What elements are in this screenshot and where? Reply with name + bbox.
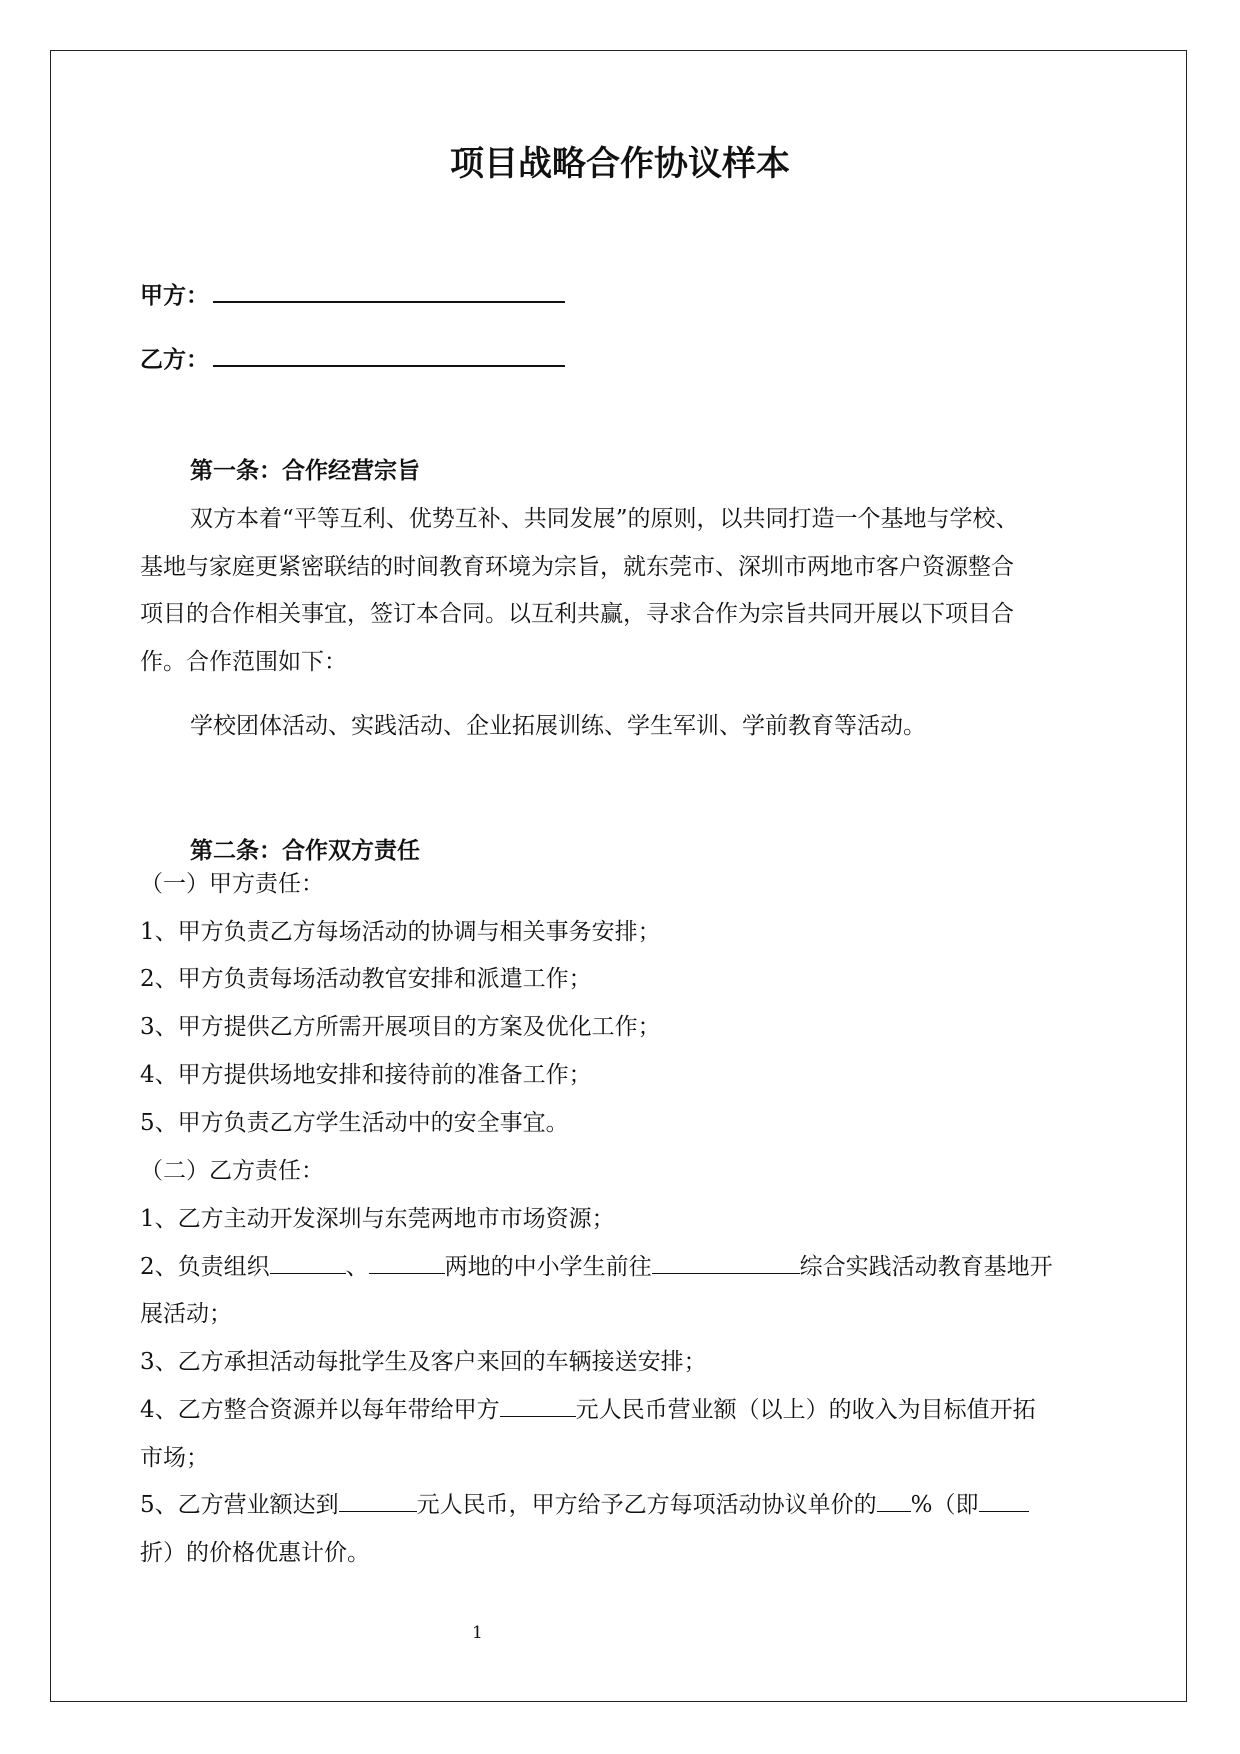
party-b-duty-5: [140, 1494, 1029, 1517]
party-a-duty-2: 2、甲方负责每场活动教官安排和派遣工作；: [140, 966, 592, 992]
party-b-blank[interactable]: [213, 364, 565, 367]
party-a-duty-1: 1、甲方负责乙方每场活动的协调与相关事务安排；: [140, 919, 661, 945]
party-a-duty-4: 4、甲方提供场地安排和接待前的准备工作；: [140, 1062, 592, 1088]
party-b-duty-2: [140, 1256, 1053, 1279]
party-a-duty-5: 5、甲方负责乙方学生活动中的安全事宜。: [140, 1110, 569, 1136]
party-a-duties-heading: （一）甲方责任：: [140, 871, 324, 897]
org-blank-1[interactable]: [270, 1272, 346, 1274]
duty-4-text-1: 4、乙方整合资源并以每年带给甲方: [140, 1397, 500, 1423]
article1-line-3: 项目的合作相关事宜，签订本合同。以互利共赢，寻求合作为宗旨共同开展以下项目合: [140, 601, 1014, 627]
org-blank-2[interactable]: [369, 1272, 445, 1274]
duty-2-text-2: 两地的中小学生前往: [444, 1254, 652, 1280]
article1-line-2: 基地与家庭更紧密联结的时间教育环境为宗旨，就东莞市、深圳市两地市客户资源整合: [140, 554, 1014, 580]
article2-heading: 第二条：合作双方责任: [190, 838, 420, 864]
party-b-label: 乙方：: [140, 347, 209, 373]
party-a-blank[interactable]: [213, 300, 565, 303]
duty-2-text-3: 综合实践活动教育基地开: [799, 1254, 1053, 1280]
party-b-duty-3: 3、乙方承担活动每批学生及客户来回的车辆接送安排；: [140, 1349, 707, 1375]
duty-5-text-2: 元人民币，甲方给予乙方每项活动协议单价的: [416, 1492, 877, 1518]
party-b-duties-heading: （二）乙方责任：: [140, 1158, 324, 1184]
percent-blank[interactable]: [877, 1510, 911, 1512]
duty-2-sep: 、: [345, 1254, 369, 1280]
party-a-label: 甲方：: [140, 283, 209, 309]
article1-scope: 学校团体活动、实践活动、企业拓展训练、学生军训、学前教育等活动。: [190, 713, 926, 739]
turnover-blank[interactable]: [339, 1510, 417, 1512]
duty-5-text-3: %（即: [910, 1492, 979, 1518]
party-b-duty-5-cont: 折）的价格优惠计价。: [140, 1540, 370, 1566]
page-number: 1: [472, 1623, 483, 1643]
party-b-duty-4: [140, 1399, 1036, 1422]
revenue-target-blank[interactable]: [500, 1415, 576, 1417]
discount-blank[interactable]: [979, 1510, 1029, 1512]
party-a-line: [140, 285, 565, 308]
document-title: 项目战略合作协议样本: [450, 144, 790, 184]
article1-heading: 第一条：合作经营宗旨: [190, 458, 420, 484]
article1-line-1: 双方本着“平等互利、优势互补、共同发展”的原则，以共同打造一个基地与学校、: [190, 506, 1019, 532]
party-b-duty-4-cont: 市场；: [140, 1445, 209, 1471]
duty-4-text-2: 元人民币营业额（以上）的收入为目标值开拓: [575, 1397, 1036, 1423]
party-b-duty-2-cont: 展活动；: [140, 1301, 232, 1327]
duty-2-text-1: 2、负责组织: [140, 1254, 270, 1280]
duty-5-text-1: 5、乙方营业额达到: [140, 1492, 339, 1518]
base-blank[interactable]: [652, 1272, 800, 1274]
party-b-line: [140, 349, 565, 372]
party-a-duty-3: 3、甲方提供乙方所需开展项目的方案及优化工作；: [140, 1014, 661, 1040]
article1-line-4: 作。合作范围如下：: [140, 649, 347, 675]
party-b-duty-1: 1、乙方主动开发深圳与东莞两地市市场资源；: [140, 1206, 615, 1232]
